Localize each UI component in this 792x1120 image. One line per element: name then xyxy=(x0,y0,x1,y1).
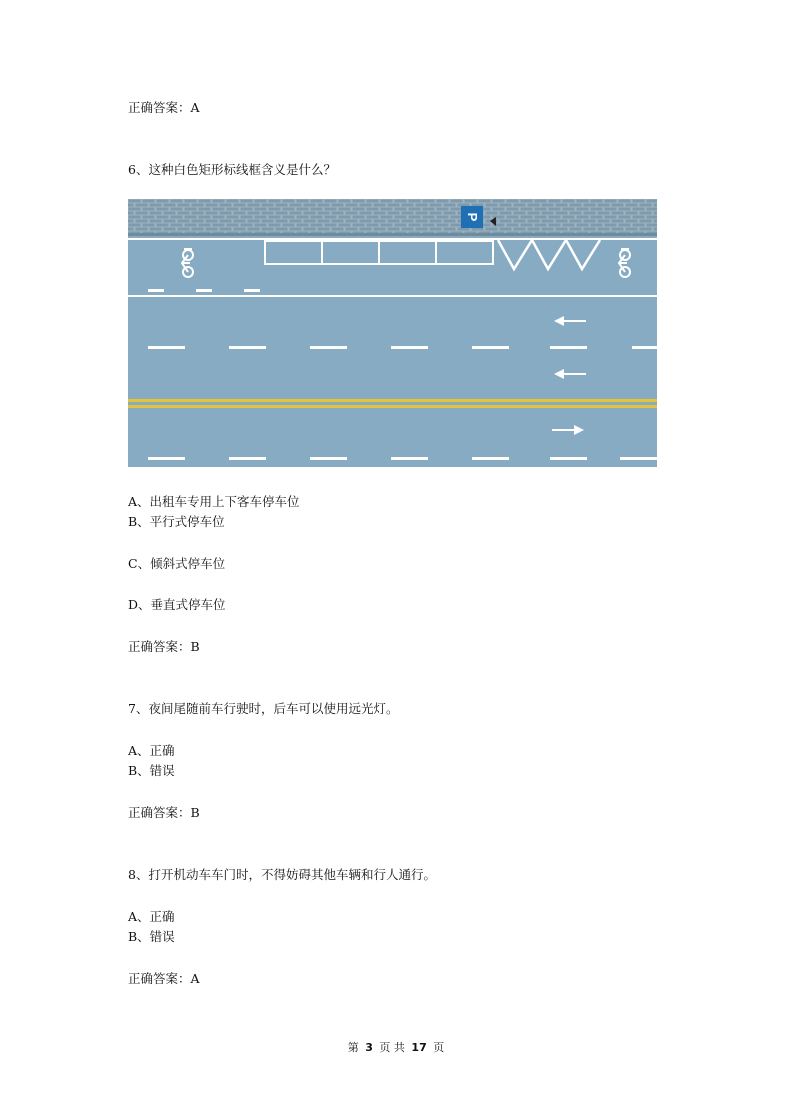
question-6: 6、这种白色矩形标线框含义是什么？ xyxy=(128,162,336,177)
footer-page-number: 3 xyxy=(365,1041,373,1054)
center-line-lower xyxy=(128,405,657,408)
footer-prefix: 第 xyxy=(347,1041,359,1054)
question-8: 8、打开机动车车门时，不得妨碍其他车辆和行人通行。 xyxy=(128,867,436,882)
page-footer xyxy=(0,1040,792,1056)
question-7: 7、夜间尾随前车行驶时，后车可以使用远光灯。 xyxy=(128,701,399,716)
center-line-upper xyxy=(128,399,657,402)
footer-total-pages: 17 xyxy=(411,1041,427,1054)
answer-7: 正确答案：B xyxy=(128,805,200,820)
answer-5: 正确答案：A xyxy=(128,100,200,115)
footer-middle: 页 共 xyxy=(379,1041,405,1054)
curb-line xyxy=(128,238,657,240)
option-8a: A、正确 xyxy=(128,909,175,924)
answer-8: 正确答案：A xyxy=(128,971,200,986)
footer-suffix: 页 xyxy=(433,1041,445,1054)
sidewalk xyxy=(128,199,657,235)
option-8b: B、错误 xyxy=(128,929,175,944)
option-6a: A、出租车专用上下客车停车位 xyxy=(128,494,300,509)
parking-sign-letter: P xyxy=(465,212,480,222)
lane-edge-line xyxy=(128,295,657,297)
road-marking-figure xyxy=(128,199,657,467)
option-6d: D、垂直式停车位 xyxy=(128,597,226,612)
option-6c: C、倾斜式停车位 xyxy=(128,556,226,571)
answer-6: 正确答案：B xyxy=(128,639,200,654)
option-7a: A、正确 xyxy=(128,743,175,758)
option-7b: B、错误 xyxy=(128,763,175,778)
option-6b: B、平行式停车位 xyxy=(128,514,225,529)
